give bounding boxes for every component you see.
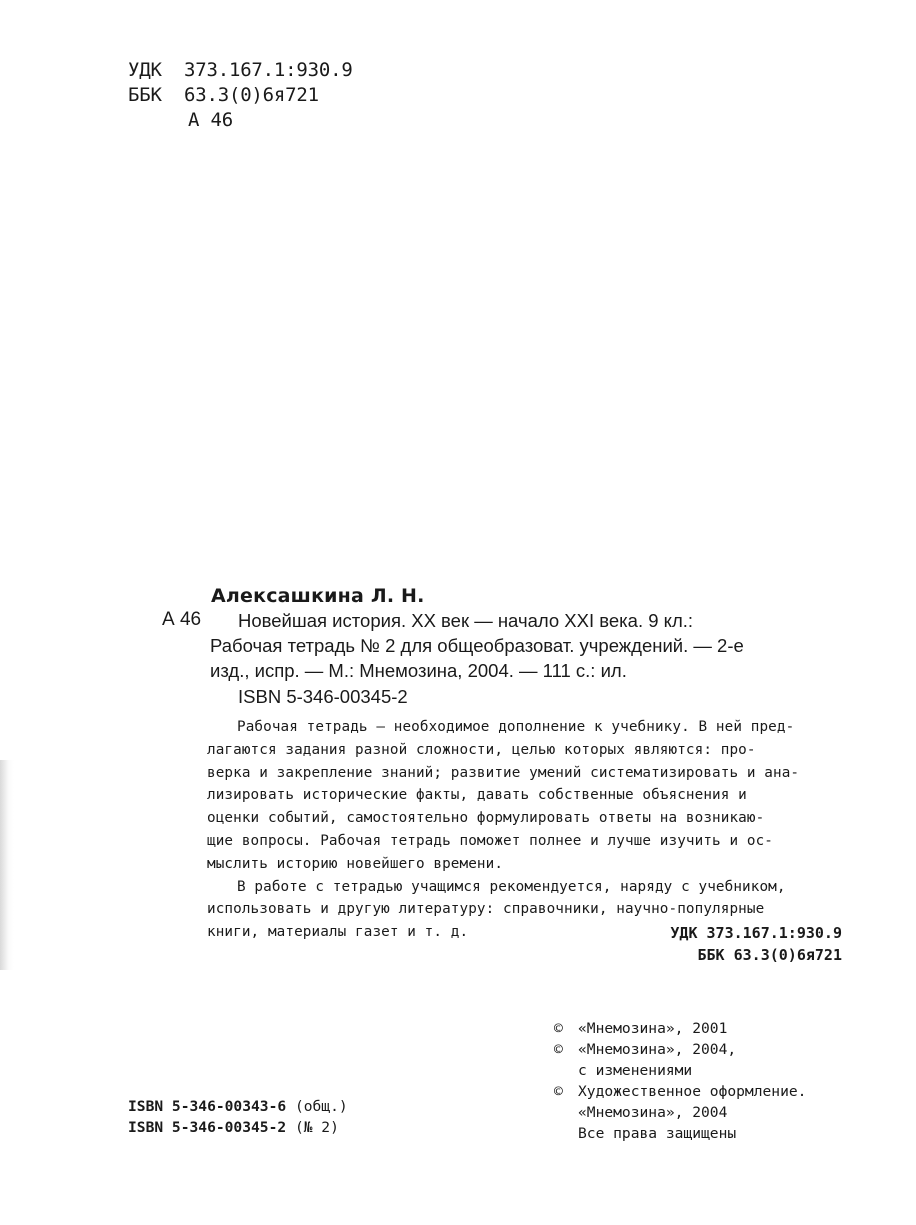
top-classification-codes [128, 58, 353, 133]
copyright-text: «Мнемозина», 2001 [578, 1020, 728, 1037]
annotation-line: оценки событий, самостоятельно формулировать ответы на возникаю- [207, 810, 765, 827]
isbn-row [128, 1096, 348, 1117]
annotation-line: верка и закрепление знаний; развитие умений систематизировать и ана- [207, 764, 800, 781]
isbn-note: (общ.) [294, 1098, 348, 1115]
annotation-line: лизировать исторические факты, давать собственные объяснения и [207, 787, 747, 804]
biblio-line-2: Рабочая тетрадь № 2 для общеобразоват. учреждений. — 2-е [210, 635, 744, 656]
annotation-line: использовать и другую литературу: справочники, научно-популярные [207, 901, 765, 918]
copyright-icon: © [554, 1020, 563, 1037]
copyright-line [554, 1039, 806, 1060]
bbk-row [128, 83, 353, 108]
cutter-code: А 46 [188, 109, 233, 131]
annotation-text [207, 716, 847, 944]
isbn-block [128, 1096, 348, 1138]
udk-label: УДК [128, 59, 162, 81]
scan-shadow [0, 760, 14, 970]
copyright-icon: © [554, 1083, 563, 1100]
classification-codes-right [670, 922, 842, 966]
annotation-line: В работе с тетрадью учащимся рекомендуется, наряду с учебником, [237, 878, 786, 895]
udk-value: 373.167.1:930.9 [184, 59, 353, 81]
bbk-label: ББК [128, 84, 162, 106]
copyright-line [554, 1018, 806, 1039]
isbn-row [128, 1117, 348, 1138]
copyright-block [554, 1018, 806, 1144]
entry-cutter: А 46 [162, 609, 202, 630]
annotation-line: лагаются задания разной сложности, целью которых являются: про- [207, 741, 756, 758]
udk-row [128, 58, 353, 83]
copyright-text: «Мнемозина», 2004, [578, 1041, 737, 1058]
entry-isbn: ISBN 5-346-00345-2 [238, 686, 408, 707]
copyright-line: «Мнемозина», 2004 [578, 1104, 728, 1121]
biblio-line-1: Новейшая история. XX век — начало XXI века. 9 кл.: [238, 610, 694, 631]
annotation-line: Рабочая тетрадь — необходимое дополнение к учебнику. В ней пред- [237, 719, 795, 735]
copyright-text: Художественное оформление. [578, 1083, 807, 1100]
isbn-number: ISBN 5-346-00345-2 [128, 1119, 287, 1136]
annotation-line: книги, материалы газет и т. д. [207, 924, 469, 941]
bbk-value: 63.3(0)6я721 [184, 84, 319, 106]
isbn-note: (№ 2) [294, 1119, 339, 1136]
copyright-line: с изменениями [578, 1062, 693, 1079]
annotation-line: мыслить историю новейшего времени. [207, 855, 504, 872]
udk-code-right: УДК 373.167.1:930.9 [670, 924, 842, 942]
rights-reserved: Все права защищены [578, 1125, 737, 1142]
author-name: Алексашкина Л. Н. [211, 585, 425, 607]
bibliographic-description [210, 608, 838, 683]
bbk-code-right: ББК 63.3(0)6я721 [697, 946, 842, 964]
copyright-line [554, 1081, 806, 1102]
biblio-line-3: изд., испр. — М.: Мнемозина, 2004. — 111 с.: ил. [210, 660, 627, 681]
annotation-line: щие вопросы. Рабочая тетрадь поможет полнее и лучше изучить и ос- [207, 832, 773, 849]
isbn-number: ISBN 5-346-00343-6 [128, 1098, 287, 1115]
copyright-icon: © [554, 1041, 563, 1058]
